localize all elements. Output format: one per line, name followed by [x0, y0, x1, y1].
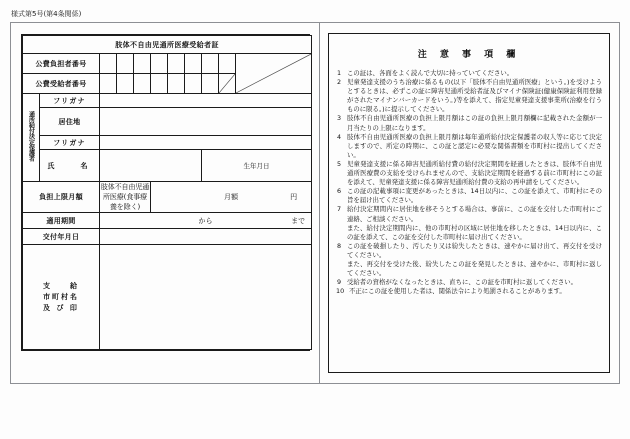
issuer-label-line1: 支 給: [43, 281, 79, 290]
table-row-address: [23, 108, 312, 136]
notice-item-text: 不正にこの証を使用した者は、関係法令により処罰されることがあります。: [349, 287, 566, 296]
certificate-table-frame: [21, 34, 310, 351]
notice-item: [336, 114, 602, 132]
payer-number-cell[interactable]: [168, 54, 185, 74]
certificate-title: 肢体不自由児通所医療受給者証: [23, 36, 312, 54]
cap-amount-label: 負担上限月額: [23, 182, 100, 213]
payer-number-cell[interactable]: [134, 54, 151, 74]
recipient-number-cell[interactable]: [168, 74, 185, 94]
notice-item-text: 肢体不自由児通所医療の負担上限月額は毎年通所給付決定保護者の収入等に応じて決定しますので、所定の時期に、この証と認定に必要な関係書類を市町村に提出してください。: [347, 132, 602, 159]
cap-amount-inner: [151, 182, 311, 212]
table-row-payer-number: [23, 54, 312, 74]
certificate-sheet: [10, 22, 620, 384]
apply-period-value-cell[interactable]: [100, 213, 312, 229]
furigana-name-value[interactable]: [100, 136, 312, 150]
table-row-title: [23, 36, 312, 54]
address-value[interactable]: [100, 108, 312, 136]
medical-type-label: 肢体不自由児通所医療(食事療養を除く): [100, 183, 150, 211]
notice-item: [336, 278, 602, 287]
notice-item-number: 10: [336, 287, 345, 296]
recipient-number-cell-last[interactable]: [219, 74, 236, 94]
name-value[interactable]: [100, 150, 202, 182]
recipient-number-label: 公費受給者番号: [23, 74, 100, 94]
notice-item-subtext: また、給付決定期間内に、他の市町村の区域に居住地を移したときは、14日以内に、この証を添えて、この証を交付した市町村に届け出てください。: [347, 223, 602, 241]
issuer-label: [23, 281, 99, 314]
table-row-name: [23, 150, 312, 182]
payer-number-cell[interactable]: [185, 54, 202, 74]
notice-item-text: この証は、各面をよく読んで大切に持っていてください。: [347, 69, 514, 77]
notice-item: [336, 160, 602, 187]
yen-label: 円: [290, 193, 298, 201]
monthly-amount-label: 月額: [224, 193, 239, 201]
payer-number-cell[interactable]: [117, 54, 134, 74]
notice-item-continuation: [336, 224, 602, 242]
notice-item-number: 8: [337, 241, 342, 250]
notice-item-text: 肢体不自由児通所医療の負担上限月額はこの証の負担上限月額欄に記載された金額が一月当たりの上限になります。: [347, 114, 602, 132]
notice-item: [336, 133, 602, 160]
notice-item-text: 児童発達支援に係る障害児通所給付費の給付決定期間を経過したときは、肢体不自由児通所医療費の支給を受けられませんので、支給決定期間を経過する前に市町村にこの証を添えて、児童発達支援に係る障害児通所給付費の支給の再申請をしてください。: [347, 159, 602, 187]
issuer-label-line2: 市町村名: [43, 292, 79, 301]
payer-number-cell[interactable]: [151, 54, 168, 74]
notice-item-number: 7: [337, 205, 342, 214]
notice-item-number: 1: [337, 69, 342, 77]
furigana-address-label: フリガナ: [40, 94, 100, 108]
certificate-table: [22, 35, 312, 350]
payer-number-cell[interactable]: [100, 54, 117, 74]
issuer-label-line3: 及 び 印: [43, 303, 79, 312]
notice-box: [328, 33, 610, 373]
table-row-issue-date: [23, 229, 312, 245]
payer-number-label: 公費負担者番号: [23, 54, 100, 74]
period-to-label: まで: [291, 216, 306, 225]
form-number-label: 様式第5号(第4条関係): [11, 10, 82, 18]
notice-item-text: 給付決定期間内に居住地を移そうとする場合は、事前に、この証を交付した市町村にご連絡、ご相談ください。: [347, 205, 602, 223]
table-row-apply-period: [23, 213, 312, 229]
certificate-panel: [11, 23, 320, 383]
payer-number-cell[interactable]: [219, 54, 236, 74]
recipient-number-cell[interactable]: [134, 74, 151, 94]
notice-title: 注 意 事 項 欄: [417, 50, 521, 60]
guardian-section-label: [23, 94, 40, 182]
guardian-vertical-label: 通所給付決定保護者: [27, 110, 35, 162]
table-row-furigana-address: [23, 94, 312, 108]
payer-number-cell[interactable]: [202, 54, 219, 74]
notice-item: [336, 78, 602, 114]
notice-item: [336, 287, 602, 296]
notice-item-continuation: [336, 260, 602, 278]
notice-item-number: 2: [337, 78, 342, 87]
issue-date-label: 交付年月日: [23, 229, 100, 245]
issue-date-value[interactable]: [100, 229, 312, 245]
notice-item: [336, 187, 602, 205]
recipient-number-cell[interactable]: [151, 74, 168, 94]
address-label: 居住地: [40, 108, 100, 136]
notice-item-number: 3: [337, 114, 342, 123]
notice-panel: [320, 23, 619, 383]
notice-item-number: 5: [337, 159, 342, 168]
cap-amount-value-cell[interactable]: [151, 182, 312, 213]
notice-item: [336, 205, 602, 223]
furigana-address-value[interactable]: [100, 94, 312, 108]
table-row-furigana-name: [23, 136, 312, 150]
apply-period-label: 適用期間: [23, 213, 100, 229]
notice-item-number: 6: [337, 187, 342, 196]
name-label: 氏 名: [40, 150, 100, 182]
notice-item-number: 9: [337, 278, 342, 287]
notice-item-subtext: また、再交付を受けた後、紛失したこの証を発見したときは、速やかに、市町村に返してください。: [347, 259, 602, 278]
diagonal-line-icon: [236, 54, 311, 93]
recipient-number-cell[interactable]: [202, 74, 219, 94]
notice-item-text: 児童発達支援のうち治療に係るもの(以下「肢体不自由児通所医療」という。)を受けようとするときは、必ずこの証に障害児通所受給者証及びマイナ保険証(健康保険証利用登録がされたマイナンバーカードをいう。)等を添えて、指定児童発達支援事業所(治療を行うものに限る。)に提示してください。: [347, 78, 602, 114]
furigana-name-label: フリガナ: [40, 136, 100, 150]
birthdate-label: 生年月日: [202, 150, 312, 182]
diagonal-line-icon: [219, 74, 235, 93]
notice-item-text: 受給者の資格がなくなったときは、直ちに、この証を市町村に返してください。: [347, 278, 578, 287]
recipient-number-cell[interactable]: [185, 74, 202, 94]
notice-item: [336, 242, 602, 260]
diagonal-strike-area: [236, 54, 312, 94]
issuer-label-cell: [23, 245, 100, 350]
notice-list: [336, 69, 602, 296]
notice-item-text: この証の記載事項に変更があったときは、14日以内に、この証を添えて、市町村にその旨を届け出てください。: [347, 187, 602, 205]
notice-item: [336, 69, 602, 78]
table-row-issuer: [23, 245, 312, 350]
issuer-seal-area[interactable]: [100, 245, 312, 350]
period-from-label: から: [198, 216, 213, 225]
table-row-cap-amount: [23, 182, 312, 213]
recipient-number-cell[interactable]: [117, 74, 134, 94]
notice-item-number: 4: [337, 132, 342, 141]
recipient-number-cell[interactable]: [100, 74, 117, 94]
apply-period-inner: [100, 213, 311, 228]
notice-item-text: この証を破損したり、汚したり又は紛失したときは、速やかに届け出て、再交付を受けてください。: [347, 241, 602, 259]
